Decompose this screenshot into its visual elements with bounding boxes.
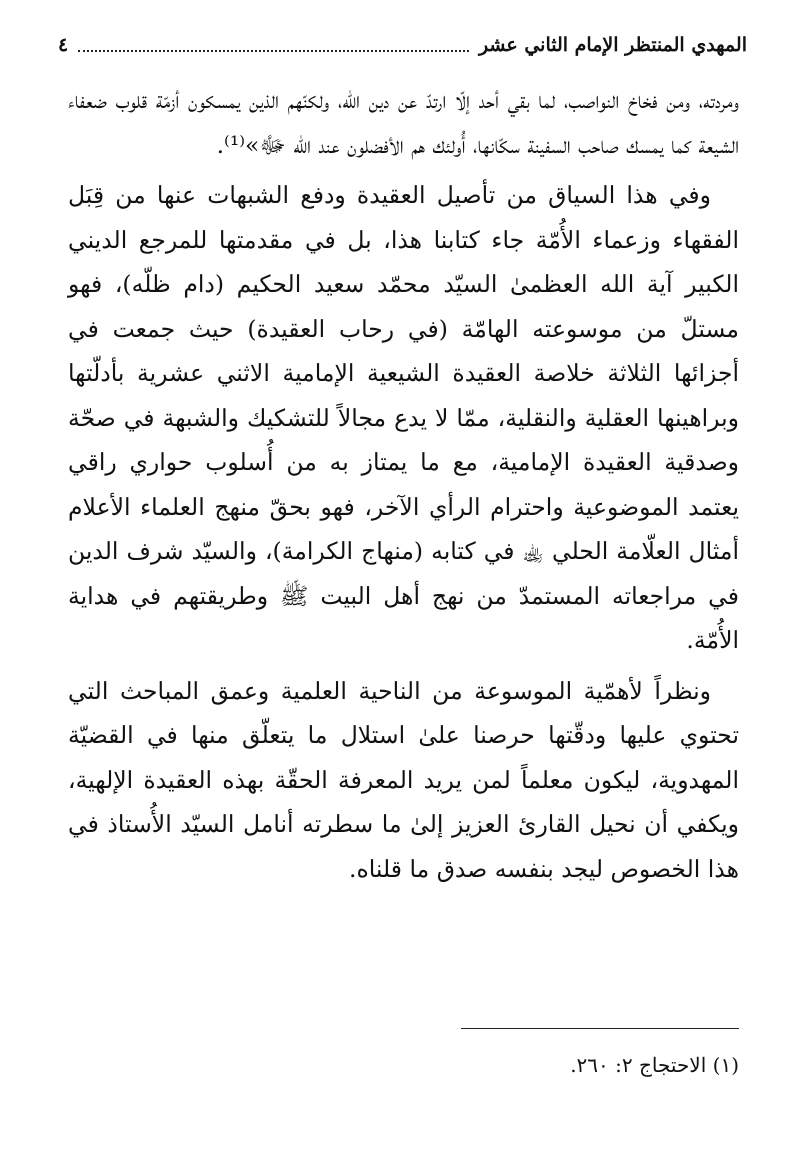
footnote-divider <box>461 1028 739 1029</box>
footnote: (١) الاحتجاج ٢: ٢٦٠. <box>570 1053 739 1077</box>
running-header-title: المهدي المنتظر الإمام الثاني عشر <box>478 34 747 56</box>
header-dotted-leader <box>78 50 469 52</box>
paragraph-quote-continuation: ومردته، ومن فخاخ النواصب، لما بقي أحد إلّا ارتدّ عن دين الله، ولكنّهم الذين يمسكون أزمّة قلوب ضعفاء الشيعة كما يمسك صاحب السفينة سكّانها، أُولئك هم الأفضلون عند الله ﷻ»⁽¹⁾. <box>68 86 739 159</box>
main-text <box>68 78 739 891</box>
paragraph-encyclopedia-importance: ونظراً لأهمّية الموسوعة من الناحية العلمية وعمق المباحث التي تحتوي عليها ودقّتها حرصنا علىٰ استلال ما يتعلّق منها في القضيّة المهدوية، ليكون معلماً لمن يريد المعرفة الحقّة بهذه العقيدة الإلهية، ويكفي أن نحيل القارئ العزيز إلىٰ ما سطرته أنامل السيّد الأُستاذ في هذا الخصوص ليجد بنفسه صدق ما قلناه. <box>68 676 739 883</box>
page-number: ٤ <box>58 34 69 56</box>
paragraph-book-introduction: وفي هذا السياق من تأصيل العقيدة ودفع الشبهات عنها من قِبَل الفقهاء وزعماء الأُمّة جاء كتابنا هذا، بل في مقدمتها للمرجع الديني الكبير آية الله العظمىٰ السيّد محمّد سعيد الحكيم (دام ظلّه)، فهو مستلّ من موسوعته الهامّة (في رحاب العقيدة) حيث جمعت في أجزائها الثلاثة خلاصة العقيدة الشيعية الإمامية الاثني عشرية بأدلّتها وبراهينها العقلية والنقلية، ممّا لا يدع مجالاً للتشكيك والشبهة في صحّة وصدقية العقيدة الإمامية، مع ما يمتاز به من أُسلوب حواري راقي يعتمد الموضوعية واحترام الرأي الآخر، فهو بحقّ منهج العلماء الأعلام أمثال العلّامة الحلي ﵀ في كتابه (منهاج الكرامة)، والسيّد شرف الدين في مراجعاته المستمدّ من نهج أهل البيت ﷺ وطريقتهم في هداية الأُمّة. <box>68 181 739 654</box>
running-header <box>58 30 747 60</box>
